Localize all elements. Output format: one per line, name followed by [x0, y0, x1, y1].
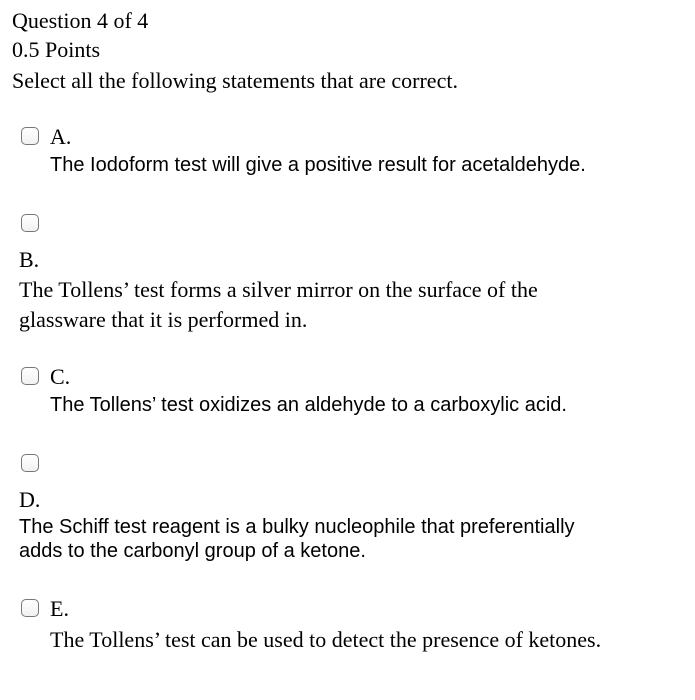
option-c-letter: C.: [50, 364, 71, 389]
option-c-text: [50, 393, 567, 417]
option-e-text: [50, 625, 601, 655]
option-b-letter: B.: [19, 247, 40, 272]
option-e-checkbox[interactable]: [21, 599, 39, 617]
option-d-checkbox[interactable]: [21, 454, 39, 472]
option-b-text: [19, 275, 538, 335]
option-b-checkbox[interactable]: [21, 214, 39, 232]
question-prompt: Select all the following statements that are correct.: [12, 68, 458, 93]
question-points: 0.5 Points: [12, 37, 101, 62]
option-b-line-2: glassware that it is performed in.: [19, 307, 308, 332]
option-e-line-1: The Tollens’ test can be used to detect the presence of ketones.: [50, 627, 602, 652]
option-a-checkbox[interactable]: [21, 127, 39, 145]
option-d-text: [19, 515, 575, 563]
option-d-letter: D.: [19, 487, 41, 512]
option-d-line-1: The Schiff test reagent is a bulky nucleophile that preferentially: [19, 516, 575, 538]
option-a-line-1: The Iodoform test will give a positive result for acetaldehyde.: [50, 154, 586, 176]
option-a-letter: A.: [50, 124, 72, 149]
option-c-checkbox[interactable]: [21, 367, 39, 385]
option-a-text: [50, 153, 586, 177]
option-c-line-1: The Tollens’ test oxidizes an aldehyde to a carboxylic acid.: [50, 394, 567, 416]
option-b-line-1: The Tollens’ test forms a silver mirror on the surface of the: [19, 277, 538, 302]
option-d-line-2: adds to the carbonyl group of a ketone.: [19, 540, 366, 562]
question-number: Question 4 of 4: [12, 8, 149, 33]
option-e-letter: E.: [50, 596, 69, 621]
